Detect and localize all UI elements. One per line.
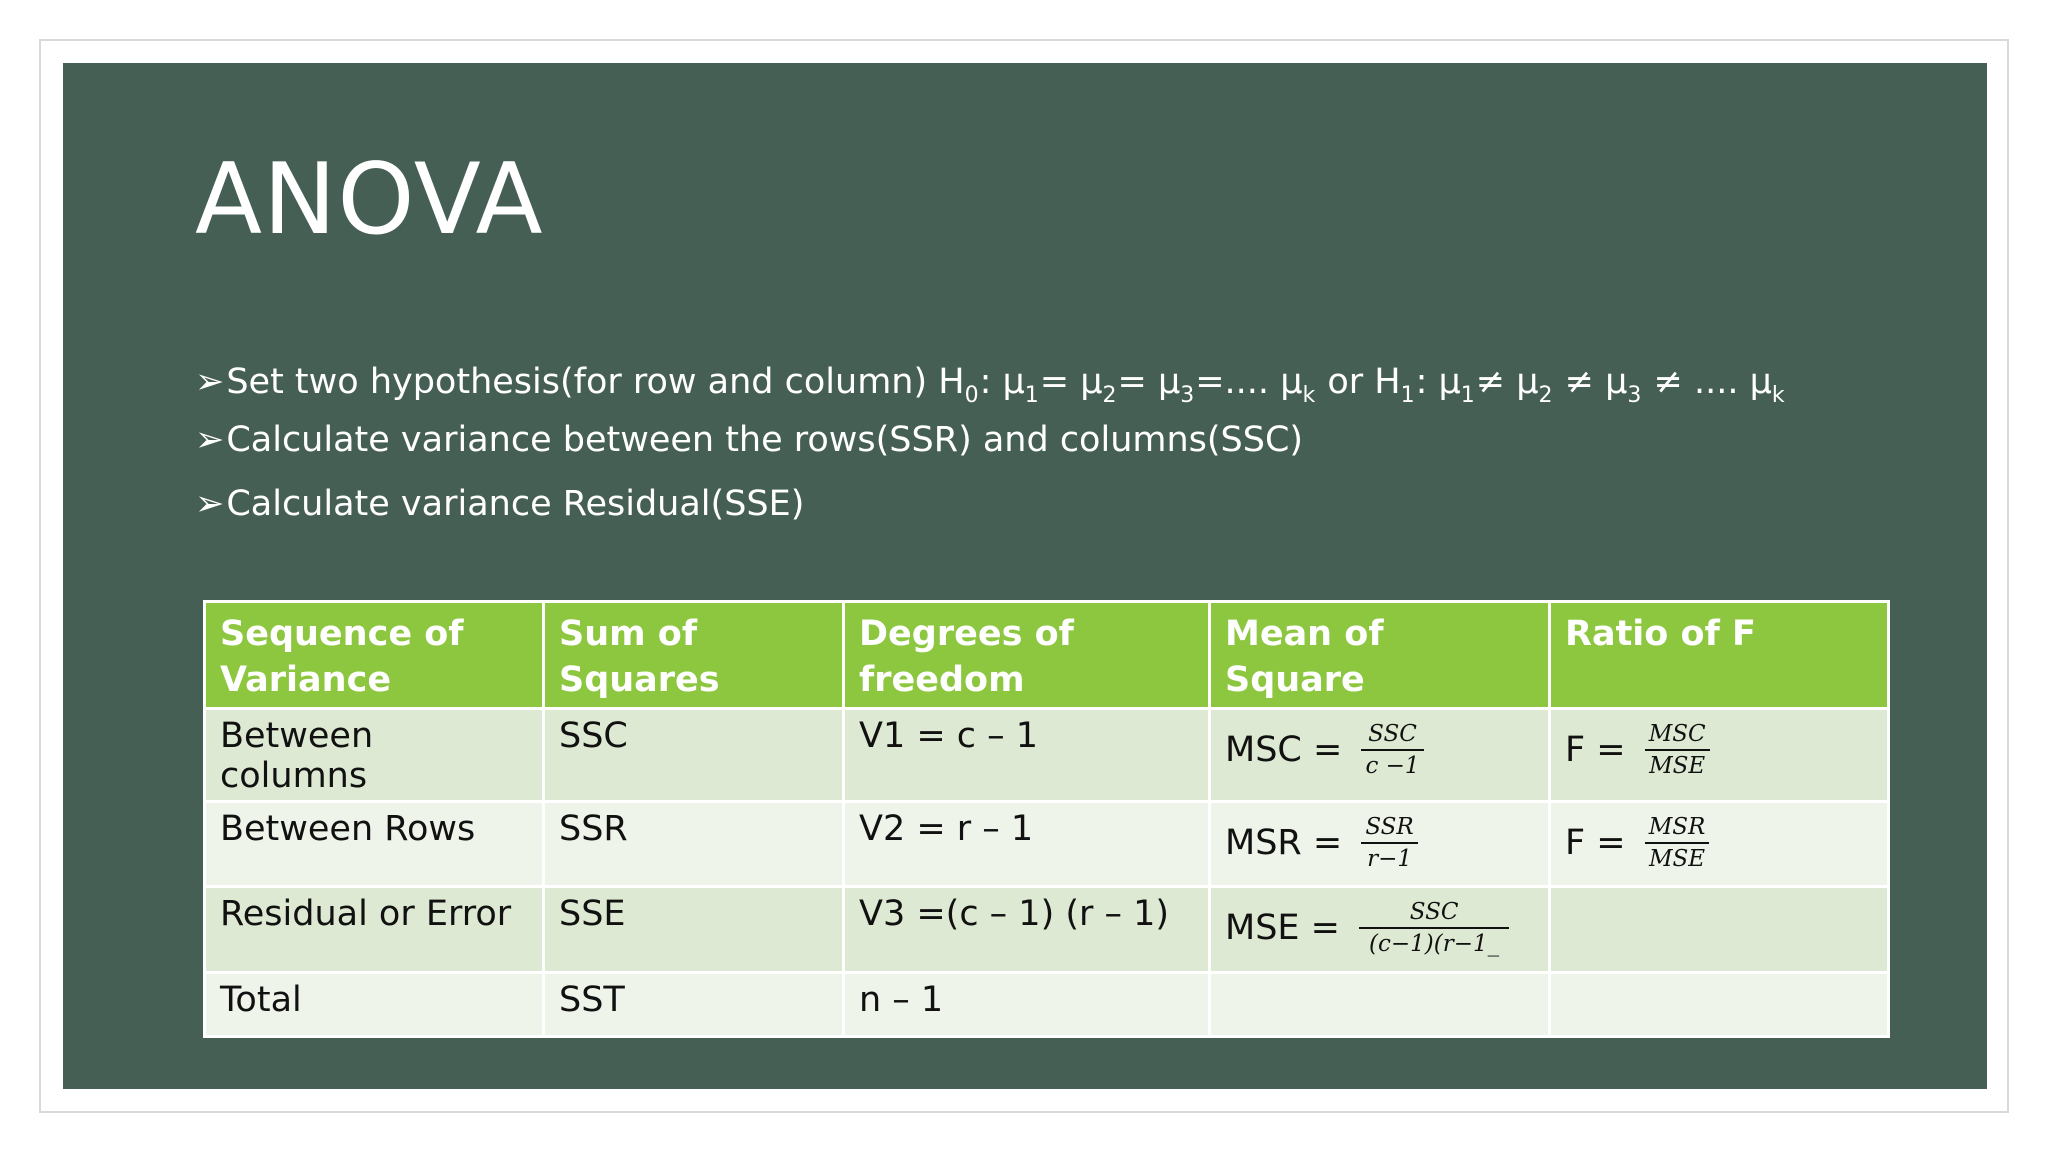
cell-sum-of-squares: SSE [544,887,844,973]
fraction-denominator: MSE [1648,846,1706,872]
subscript: 1 [1460,383,1475,408]
bullet-item [195,475,1875,533]
bullet-text: = μ [1039,362,1103,402]
cell-sum-of-squares: SSC [544,709,844,802]
fraction-denominator: (c−1)(r−1_ [1369,931,1500,957]
fraction [1361,812,1417,874]
cell-degrees-of-freedom: V2 = r – 1 [844,802,1210,887]
mse-formula [1225,890,1534,966]
fraction-denominator: c −1 [1365,753,1420,779]
cell-mean-square [1210,802,1550,887]
fraction-numerator: MSR [1645,812,1710,844]
cell-source: Total [205,973,544,1037]
cell-sum-of-squares: SSR [544,802,844,887]
bullet-item [195,353,1875,411]
cell-degrees-of-freedom: n – 1 [844,973,1210,1037]
msc-formula [1225,712,1534,788]
bullet-text: : μ [979,362,1025,402]
cell-f-ratio [1550,709,1889,802]
slide-title: ANOVA [195,143,544,257]
arrow-bullet-icon: ➢ [195,484,225,524]
table-header-row [205,602,1889,709]
formula-lhs: F = [1565,730,1637,770]
f-formula [1565,805,1873,881]
msr-formula [1225,805,1534,881]
cell-degrees-of-freedom: V3 =(c – 1) (r – 1) [844,887,1210,973]
fraction-numerator: SSC [1361,719,1423,751]
subscript: 1 [1024,383,1039,408]
subscript: 2 [1102,383,1117,408]
bullet-text: ≠ .... μ [1642,362,1772,402]
fraction [1645,719,1710,781]
header-mean-of-square: Mean of Square [1210,602,1550,709]
fraction-numerator: MSC [1645,719,1710,751]
bullet-text: : μ [1415,362,1461,402]
formula-lhs: F = [1565,823,1637,863]
bullet-text: ≠ μ [1553,362,1628,402]
header-degrees-of-freedom: Degrees of freedom [844,602,1210,709]
fraction [1645,812,1710,874]
arrow-bullet-icon: ➢ [195,420,225,460]
cell-mean-square-empty [1210,973,1550,1037]
cell-degrees-of-freedom: V1 = c – 1 [844,709,1210,802]
table-row [205,802,1889,887]
table-row [205,709,1889,802]
cell-f-ratio-empty [1550,887,1889,973]
cell-f-ratio-empty [1550,973,1889,1037]
formula-lhs: MSR = [1225,823,1354,863]
formula-lhs: MSC = [1225,730,1354,770]
bullet-text: or H [1316,362,1401,402]
slide [63,63,1987,1089]
cell-f-ratio [1550,802,1889,887]
subscript: k [1302,383,1316,408]
fraction [1361,719,1423,781]
f-formula [1565,712,1873,788]
bullet-text: Set two hypothesis(for row and column) H [226,362,965,402]
arrow-bullet-icon: ➢ [195,362,225,402]
formula-lhs: MSE = [1225,908,1352,948]
fraction-numerator: SSR [1361,812,1417,844]
cell-source: Between Rows [205,802,544,887]
fraction [1359,897,1509,959]
table-row [205,887,1889,973]
fraction-denominator: MSE [1649,753,1706,779]
header-ratio-of-f: Ratio of F [1550,602,1889,709]
fraction-numerator: SSC [1359,897,1509,929]
subscript: k [1771,383,1785,408]
subscript: 3 [1627,383,1642,408]
bullet-list [195,353,1875,533]
cell-source: Between columns [205,709,544,802]
subscript: 2 [1538,383,1553,408]
bullet-text: Calculate variance Residual(SSE) [226,484,805,524]
bullet-text: Calculate variance between the rows(SSR) and columns(SSC) [226,420,1304,460]
anova-table [203,600,1890,1038]
header-sum-of-squares: Sum of Squares [544,602,844,709]
cell-mean-square [1210,887,1550,973]
subscript: 0 [964,383,979,408]
subscript: 1 [1400,383,1415,408]
fraction-denominator: r−1 [1367,846,1412,872]
subscript: 3 [1180,383,1195,408]
bullet-text: = μ [1117,362,1181,402]
cell-sum-of-squares: SST [544,973,844,1037]
cell-source: Residual or Error [205,887,544,973]
cell-mean-square [1210,709,1550,802]
bullet-text: ≠ μ [1475,362,1539,402]
header-sequence-of-variance: Sequence of Variance [205,602,544,709]
bullet-text: =.... μ [1195,362,1303,402]
table-row [205,973,1889,1037]
